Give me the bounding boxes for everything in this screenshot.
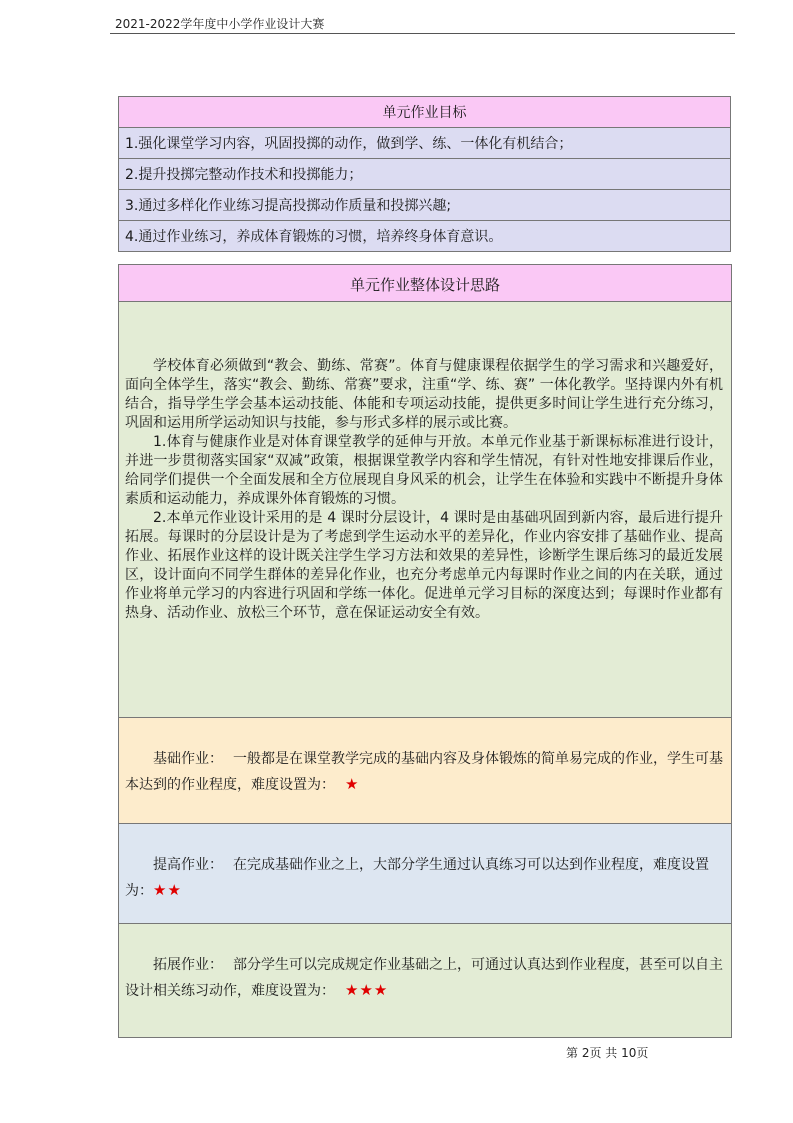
level-improve-text: 在完成基础作业之上，大部分学生通过认真练习可以达到作业程度，难度设置为： (125, 857, 709, 899)
design-paragraph-1: 学校体育必须做到“教会、勤练、常赛”。体育与健康课程依据学生的学习需求和兴趣爱好，面向全体学生，落实“教会、勤练、常赛”要求，注重“学、练、赛” 一体化教学。坚持课内外有机结合，指导学生学会基本运动技能、体能和专项运动技能，提供更多时间让学生进行充分练习，巩固和运用所学运动知识与技能，参与形式多样的展示或比赛。 (125, 358, 723, 431)
design-paragraph-2: 1.体育与健康作业是对体育课堂教学的延伸与开放。本单元作业基于新课标标准进行设计，并进一步贯彻落实国家“双减”政策，根据课堂教学内容和学生情况，有针对性地安排课后作业，给同学们提供一个全面发展和全方位展现自身风采的机会，让学生在体验和实践中不断提升身体素质和运动能力，养成课外体育锻炼的习惯。 (125, 434, 723, 507)
level-extend-name: 拓展作业： (153, 957, 223, 973)
header-divider (110, 33, 735, 34)
level-basic-name: 基础作业： (153, 751, 223, 767)
goal-item-2: 2.提升投掷完整动作技术和投掷能力； (119, 159, 731, 190)
page-number: 第 2页 共 10页 (566, 1046, 649, 1060)
goal-item-1: 1.强化课堂学习内容，巩固投掷的动作，做到学、练、一体化有机结合； (119, 128, 731, 159)
level-extend (119, 924, 731, 1037)
level-improve (119, 824, 731, 924)
goal-item-4: 4.通过作业练习，养成体育锻炼的习惯，培养终身体育意识。 (119, 221, 731, 252)
unit-goals-title: 单元作业目标 (119, 97, 731, 128)
unit-design-title: 单元作业整体设计思路 (119, 265, 731, 302)
level-extend-text: 部分学生可以完成规定作业基础之上，可通过认真达到作业程度，甚至可以自主设计相关练习动作，难度设置为： (125, 957, 723, 999)
design-paragraph-3: 2.本单元作业设计采用的是 4 课时分层设计，4 课时是由基础巩固到新内容，最后进行提升拓展。每课时的分层设计是为了考虑到学生运动水平的差异化，作业内容安排了基础作业、提高作业、拓展作业这样的设计既关注学生学习方法和效果的差异性，诊断学生课后练习的最近发展区，设计面向不同学生群体的差异化作业，也充分考虑单元内每课时作业之间的内在关联，通过作业将单元学习的内容进行巩固和学练一体化。促进单元学习目标的深度达到；每课时作业都有热身、活动作业、放松三个环节，意在保证运动安全有效。 (125, 510, 723, 621)
level-basic-text: 一般都是在课堂教学完成的基础内容及身体锻炼的简单易完成的作业，学生可基本达到的作业程度，难度设置为： (125, 751, 723, 793)
level-basic (119, 718, 731, 824)
level-extend-stars: ★★★ (345, 981, 389, 999)
goal-item-3: 3.通过多样化作业练习提高投掷动作质量和投掷兴趣; (119, 190, 731, 221)
level-basic-stars: ★ (345, 775, 360, 793)
page-header-title: 2021-2022学年度中小学作业设计大赛 (115, 17, 325, 31)
level-improve-name: 提高作业： (153, 857, 223, 873)
level-improve-stars: ★★ (153, 881, 182, 899)
unit-design-body (119, 302, 731, 718)
unit-goals-table (118, 96, 731, 252)
unit-design-table (118, 264, 732, 1038)
